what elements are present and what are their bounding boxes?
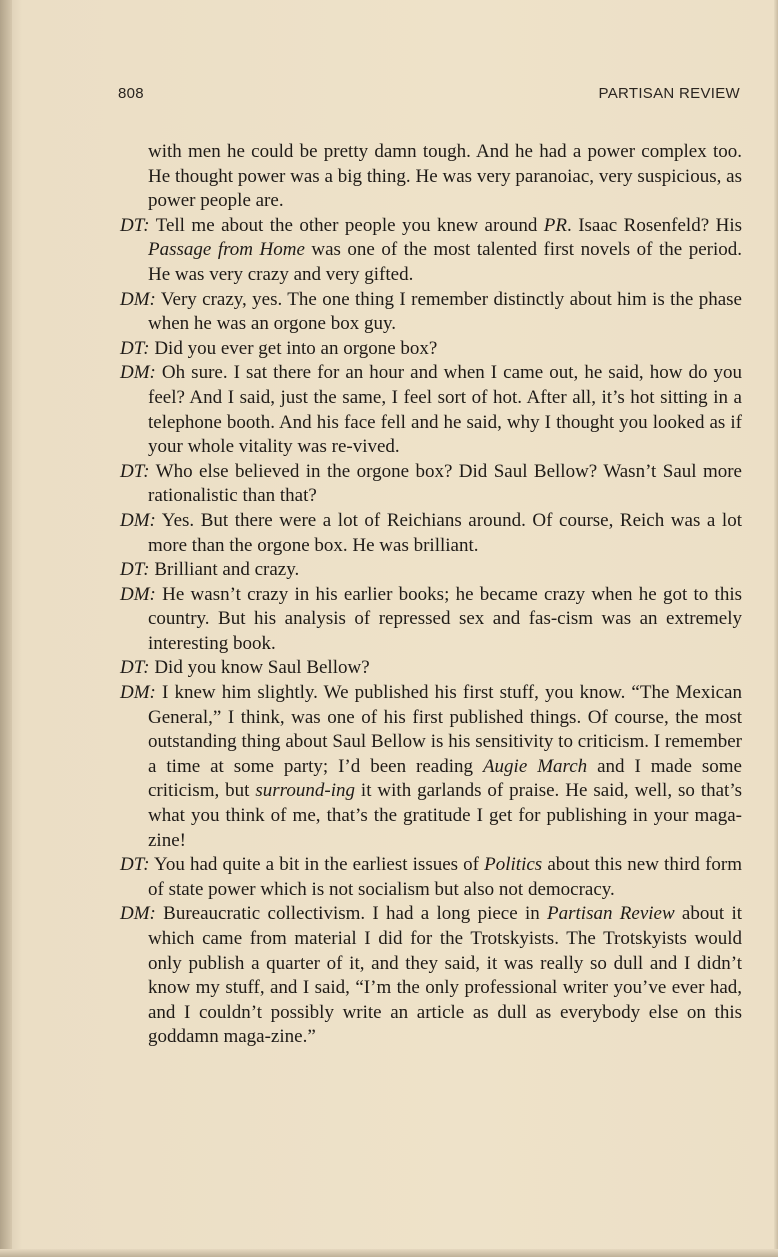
text-segment: Very crazy, yes. The one thing I remember distinctly about him is the phase when he was an orgone box guy. [148,288,742,335]
text-segment: Did you ever get into an orgone box? [149,337,438,359]
page-spine-shadow [0,0,12,1257]
speaker-label: DM: [120,288,156,310]
page-header [118,85,740,109]
text-segment: about this new third form of state power which is not socialism but also not democracy. [148,854,742,900]
speaker-label: DM: [120,682,156,704]
text-segment: it with garlands of praise. He said, well, so that’s what you think of me, that’s the gratitude I get for publishing in your maga-zine! [148,780,742,851]
text-segment: Who else believed in the orgone box? Did Saul Bellow? Wasn’t Saul more rationalistic than that? [148,460,742,507]
text-segment: was one of the most talented first novels of the period. He was very crazy and very gifted. [148,239,742,285]
interview-paragraph [120,558,742,583]
text-segment: Yes. But there were a lot of Reichians around. Of course, Reich was a lot more than the orgone box. He was brilliant. [148,509,742,556]
text-segment: Did you know Saul Bellow? [149,657,370,679]
text-segment: Bureaucratic collectivism. I had a long piece in [155,903,548,925]
speaker-label: DT: [120,559,150,581]
text-segment: with men he could be pretty damn tough. And he had a power complex too. He thought power was a big thing. He was very paranoiac, very suspicious, as power people are. [148,141,742,212]
speaker-label: DM: [120,509,156,531]
interview-paragraph [120,902,742,1050]
text-segment: and I made some criticism, but [148,755,742,802]
interview-paragraph [120,288,742,337]
speaker-label: DT: [120,337,150,359]
italic-text-segment: Passage from Home [148,239,305,261]
interview-paragraph [120,509,742,558]
page-number: 808 [118,85,144,102]
page-right-edge [774,0,778,1257]
speaker-label: DT: [120,657,150,679]
italic-text-segment: Partisan Review [547,903,675,925]
italic-text-segment: surround-ing [255,780,355,802]
interview-paragraph [120,853,742,902]
text-segment: about it which came from material I did for the Trotskyists. The Trotskyists would only publish a quarter of it, and they said, it was really so dull and I didn’t know my stuff, and I said, “I’m the only professional writer you’ve ever had, and I couldn’t possibly write an article as dull as everybody else on this goddamn maga-zine.” [148,903,742,1048]
speaker-label: DT: [120,214,150,236]
speaker-label: DT: [120,460,150,482]
speaker-label: DT: [120,854,150,876]
interview-paragraph [120,583,742,657]
italic-text-segment: Augie March [482,755,588,777]
interview-paragraph [120,681,742,853]
text-segment: Brilliant and crazy. [149,559,300,581]
running-head: PARTISAN REVIEW [598,85,740,102]
speaker-label: DM: [120,362,156,384]
interview-paragraph [120,140,742,214]
interview-paragraph [120,214,742,288]
page-bottom-edge [0,1249,778,1257]
text-segment: You had quite a bit in the earliest issues of [149,854,485,876]
interview-paragraph [120,656,742,681]
interview-paragraph [120,361,742,459]
speaker-label: DM: [120,903,156,925]
text-segment: He wasn’t crazy in his earlier books; he became crazy when he got to this country. But his analysis of repressed sex and fas-cism was an extremely interesting book. [148,583,742,654]
speaker-label: DM: [120,583,156,605]
interview-paragraph [120,460,742,509]
text-segment: Oh sure. I sat there for an hour and when I came out, he said, how do you feel? And I said, just the same, I feel sort of hot. After all, it’s hot sitting in a telephone booth. And his face fell and he said, why I thought you looked as if your whole vitality was re-vived. [148,362,742,458]
italic-text-segment: Politics [484,854,543,876]
text-segment: . Isaac Rosenfeld? His [567,214,742,236]
text-segment: Tell me about the other people you knew around [149,214,544,236]
interview-paragraph [120,337,742,362]
text-segment: I knew him slightly. We published his first stuff, you know. “The Mexican General,” I think, was one of his first published things. Of course, the most outstanding thing about Saul Bellow is his sensitivity to criticism. I remember a time at some party; I’d been reading [148,682,742,777]
italic-text-segment: PR [543,214,567,236]
interview-text [120,140,742,1050]
